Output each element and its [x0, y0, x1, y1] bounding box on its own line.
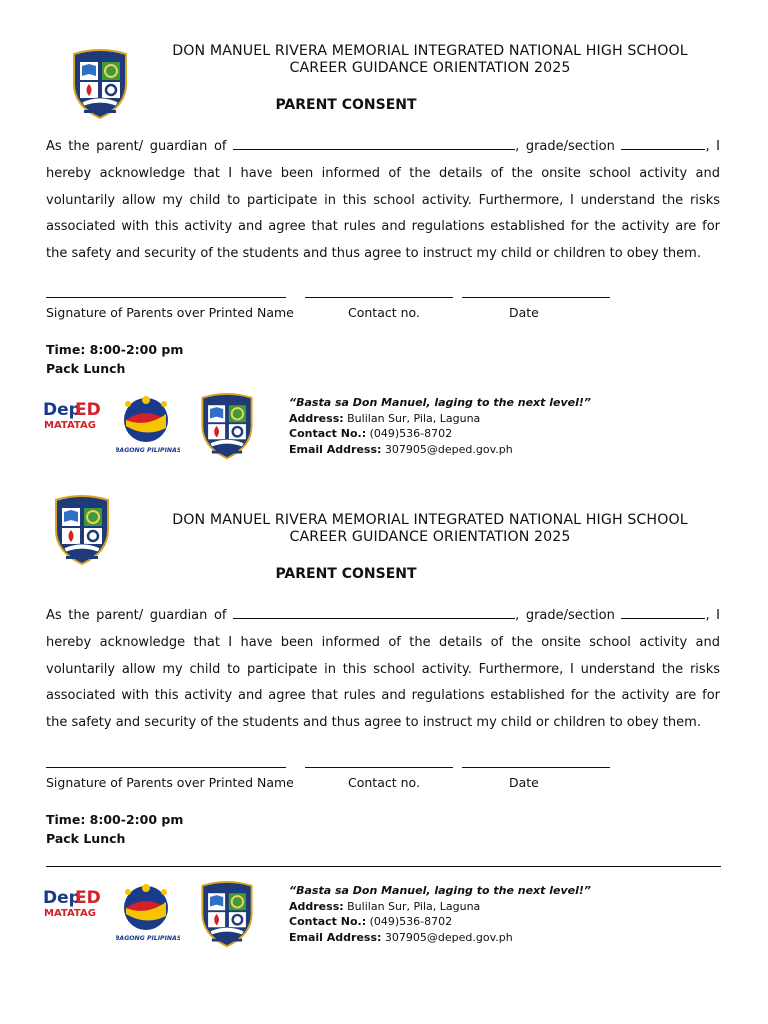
email-value[interactable]: 307905@deped.gov.ph [384, 442, 513, 456]
signature-label: Signature of Parents over Printed Name [46, 305, 294, 320]
time-text: Time: 8:00-2:00 pm [46, 812, 184, 827]
email-label: Email Address: [289, 442, 382, 456]
contact-label: Contact no. [348, 775, 420, 790]
email-label: Email Address: [289, 930, 382, 944]
footer-2 [0, 878, 768, 950]
school-motto: “Basta sa Don Manuel, laging to the next level!” [289, 396, 591, 409]
consent-paragraph [46, 134, 720, 268]
contact-no-value: (049)536-8702 [369, 427, 453, 440]
para-part3: , I hereby acknowledge that I have been informed of the details of the onsite school activity and voluntarily allow my child to participate in this school activity. Furthermore, I understand the risks associated with this activity and agree that rules and regulations established for the activity are for the safety and security of the students and thus agree to instruct my child or children to obey them. [46, 608, 720, 731]
consent-title: PARENT CONSENT [275, 97, 417, 113]
para-part2: , grade/section [515, 608, 615, 623]
grade-section-blank[interactable] [621, 605, 705, 619]
consent-title: PARENT CONSENT [275, 566, 417, 582]
address-value: Bulilan Sur, Pila, Laguna [347, 899, 481, 913]
school-title [130, 512, 730, 546]
guardian-of-blank[interactable] [233, 136, 515, 150]
contact-line[interactable] [305, 767, 453, 768]
para-part3: , I hereby acknowledge that I have been informed of the details of the onsite school activity and voluntarily allow my child to participate in this school activity. Furthermore, I understand the risks associated with this activity and agree that rules and regulations established for the activity are for the safety and security of the students and thus agree to instruct my child or children to obey them. [46, 139, 720, 262]
signature-line[interactable] [46, 297, 286, 298]
grade-section-blank[interactable] [621, 136, 705, 150]
email-value[interactable]: 307905@deped.gov.ph [384, 930, 513, 944]
date-line[interactable] [462, 297, 610, 298]
contact-no-value: (049)536-8702 [369, 915, 453, 928]
signature-label: Signature of Parents over Printed Name [46, 775, 294, 790]
guardian-of-blank[interactable] [233, 605, 515, 619]
contact-no-label: Contact No.: [289, 915, 367, 928]
contact-block [289, 395, 591, 457]
para-part1: As the parent/ guardian of [46, 139, 227, 154]
lunch-text: Pack Lunch [46, 831, 126, 846]
school-name: DON MANUEL RIVERA MEMORIAL INTEGRATED NATIONAL HIGH SCHOOL [172, 43, 688, 59]
lunch-text: Pack Lunch [46, 361, 126, 376]
signature-line[interactable] [46, 767, 286, 768]
divider-line [46, 866, 721, 867]
date-line[interactable] [462, 767, 610, 768]
para-part2: , grade/section [515, 139, 615, 154]
date-label: Date [509, 305, 539, 320]
school-title [130, 43, 730, 77]
consent-paragraph [46, 603, 720, 737]
date-label: Date [509, 775, 539, 790]
school-motto: “Basta sa Don Manuel, laging to the next level!” [289, 884, 591, 897]
deped-matatag-logo-icon [42, 398, 106, 432]
contact-no-label: Contact No.: [289, 427, 367, 440]
bagong-pilipinas-logo-icon [116, 880, 180, 942]
contact-block [289, 883, 591, 945]
school-crest-icon [68, 48, 132, 122]
school-name: DON MANUEL RIVERA MEMORIAL INTEGRATED NATIONAL HIGH SCHOOL [172, 512, 688, 528]
address-value: Bulilan Sur, Pila, Laguna [347, 411, 481, 425]
contact-label: Contact no. [348, 305, 420, 320]
address-label: Address: [289, 899, 344, 913]
bagong-pilipinas-logo-icon [116, 392, 180, 454]
deped-matatag-logo-icon [42, 886, 106, 920]
school-crest-icon [196, 880, 258, 950]
school-crest-icon [196, 392, 258, 462]
school-crest-icon [50, 494, 114, 568]
contact-line[interactable] [305, 297, 453, 298]
event-name: CAREER GUIDANCE ORIENTATION 2025 [289, 529, 571, 545]
time-text: Time: 8:00-2:00 pm [46, 342, 184, 357]
para-part1: As the parent/ guardian of [46, 608, 227, 623]
address-label: Address: [289, 411, 344, 425]
event-name: CAREER GUIDANCE ORIENTATION 2025 [289, 60, 571, 76]
footer-1 [0, 390, 768, 462]
